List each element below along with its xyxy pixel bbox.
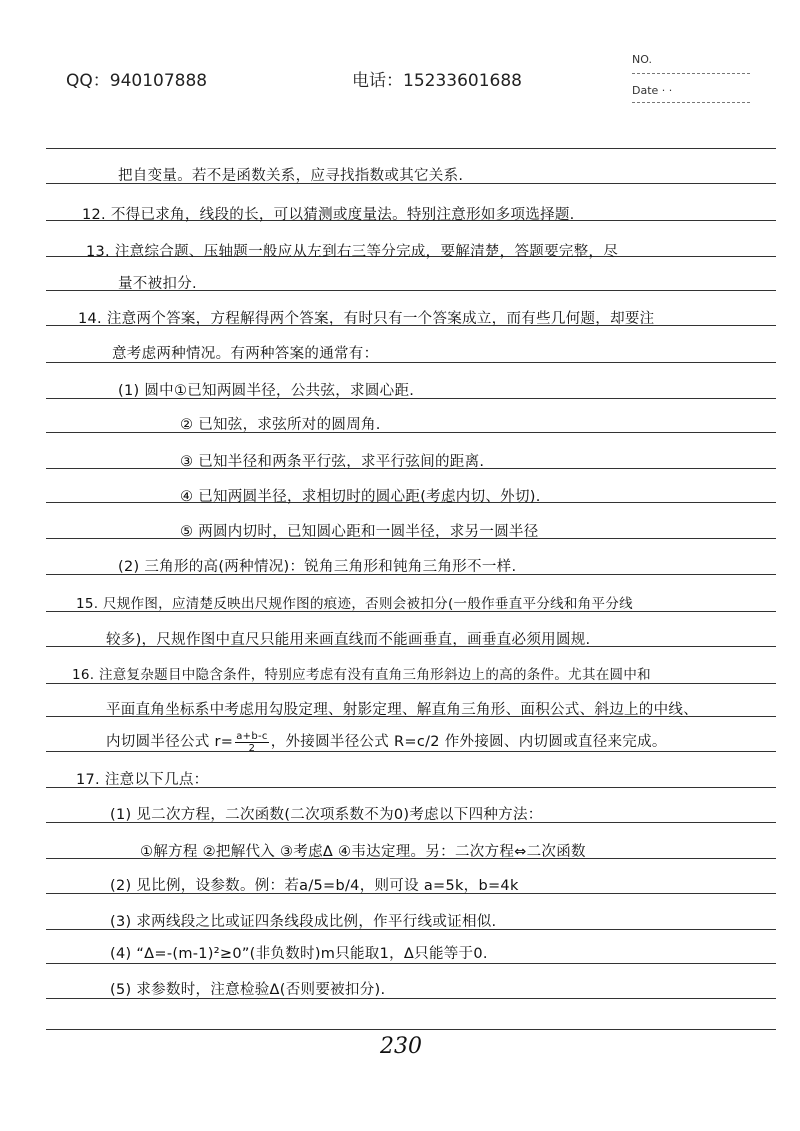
text-line-23: (4) “Δ=-(m-1)²≥0”(非负数时)m只能取1，Δ只能等于0. xyxy=(110,946,488,962)
text-line-15: 16. 注意复杂题目中隐含条件，特别应考虑有没有直角三角形斜边上的高的条件。尤其在圆中和 xyxy=(72,667,651,683)
text-line-24: (5) 求参数时，注意检验Δ(否则要被扣分). xyxy=(110,982,386,998)
text-line-3: 13. 注意综合题、压轴题一般应从左到右三等分完成，要解清楚，答题要完整，尽 xyxy=(86,244,619,260)
text-line-13: 15. 尺规作图，应清楚反映出尺规作图的痕迹，否则会被扣分(一般作垂直平分线和角平分线 xyxy=(76,596,633,612)
page-number: 230 xyxy=(380,1034,422,1059)
fraction-numerator: a+b-c xyxy=(236,730,268,742)
text-line-9: ③ 已知半径和两条平行弦，求平行弦间的距离. xyxy=(180,454,485,470)
text-line-21: (2) 见比例，设参数。例：若a/5=b/4，则可设 a=5k，b=4k xyxy=(110,878,519,894)
phone-contact: 电话：15233601688 xyxy=(352,71,522,91)
text-line-1: 把自变量。若不是函数关系，应寻找指数或其它关系. xyxy=(118,168,464,184)
text-line-14: 较多)，尺规作图中直尺只能用来画直线而不能画垂直，画垂直必须用圆规. xyxy=(106,632,591,648)
text-line-16: 平面直角坐标系中考虑用勾股定理、射影定理、解直角三角形、面积公式、斜边上的中线、 xyxy=(106,702,698,718)
circumradius-formula: ，外接圆半径公式 R=c/2 作外接圆、内切圆或直径来完成。 xyxy=(270,734,667,750)
rule-line xyxy=(46,432,776,433)
text-line-22: (3) 求两线段之比或证四条线段成比例，作平行线或证相似. xyxy=(110,914,497,930)
text-line-6: 意考虑两种情况。有两种答案的通常有： xyxy=(112,346,379,362)
qq-contact: QQ：940107888 xyxy=(66,71,208,91)
rule-line xyxy=(46,683,776,684)
no-label: NO. xyxy=(632,53,652,66)
text-line-2: 12. 不得已求角，线段的长，可以猜测或度量法。特别注意形如多项选择题. xyxy=(82,207,575,223)
text-line-7: (1) 圆中①已知两圆半径，公共弦，求圆心距. xyxy=(118,383,415,399)
text-line-11: ⑤ 两圆内切时，已知圆心距和一圆半径，求另一圆半径 xyxy=(180,524,539,540)
text-line-17 xyxy=(106,730,667,754)
text-line-4: 量不被扣分. xyxy=(118,276,197,292)
rule-line xyxy=(46,1029,776,1030)
rule-line xyxy=(46,148,776,149)
rule-line xyxy=(46,963,776,964)
text-line-8: ② 已知弦，求弦所对的圆周角. xyxy=(180,417,381,433)
text-line-10: ④ 已知两圆半径，求相切时的圆心距(考虑内切、外切). xyxy=(180,489,541,505)
text-line-18: 17. 注意以下几点： xyxy=(76,772,209,788)
text-line-5: 14. 注意两个答案，方程解得两个答案，有时只有一个答案成立，而有些几何题，却要注 xyxy=(78,311,655,327)
inradius-fraction xyxy=(235,731,268,754)
no-underline xyxy=(632,73,750,74)
date-underline xyxy=(632,102,750,103)
text-line-19: (1) 见二次方程，二次函数(二次项系数不为0)考虑以下四种方法： xyxy=(110,807,543,823)
date-label: Date · · xyxy=(632,84,673,97)
text-line-20: ①解方程 ②把解代入 ③考虑Δ ④韦达定理。另：二次方程⇔二次函数 xyxy=(140,844,586,860)
fraction-denominator: 2 xyxy=(248,742,256,754)
inradius-formula-prefix: 内切圆半径公式 r= xyxy=(106,734,234,750)
text-line-12: (2) 三角形的高(两种情况)：锐角三角形和钝角三角形不一样. xyxy=(118,559,517,575)
